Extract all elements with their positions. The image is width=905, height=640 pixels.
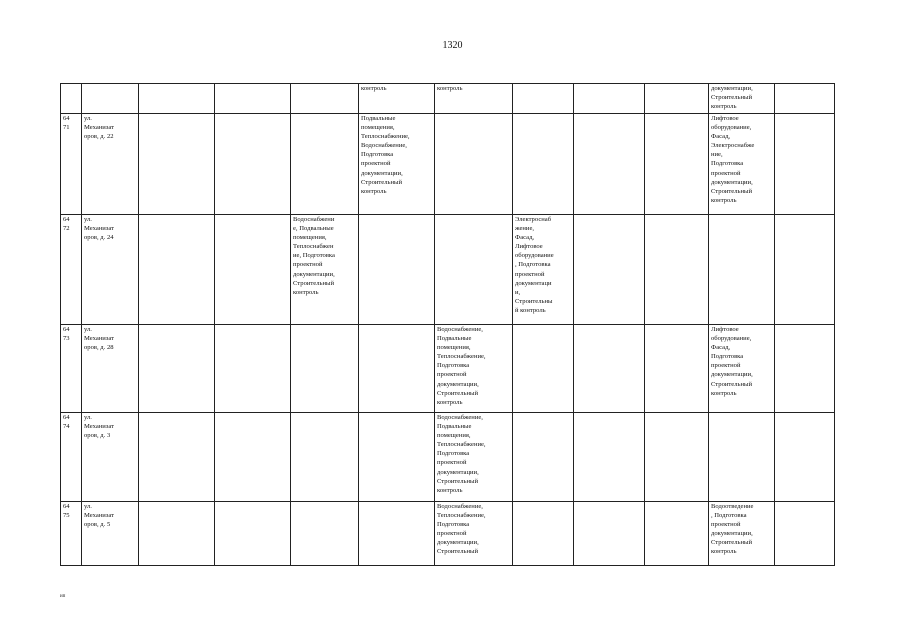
cell-text-line: контроль	[437, 85, 463, 92]
cell-text-line: й контроль	[515, 306, 546, 314]
work-cell	[435, 84, 513, 114]
cell-text-line: Теплоснабжение,	[361, 133, 410, 141]
empty-cell	[574, 215, 645, 325]
empty-cell	[574, 413, 645, 502]
work-cell	[291, 215, 359, 325]
cell-text-line: жение,	[515, 225, 535, 233]
empty-cell	[645, 325, 709, 413]
table-row	[61, 413, 835, 502]
cell-text-line: оров, д. 22	[84, 133, 114, 141]
cell-text-line: 72	[63, 225, 70, 233]
cell-text-line: документации,	[437, 380, 479, 388]
cell-text-line: документации,	[293, 270, 335, 278]
empty-cell	[574, 502, 645, 566]
cell-text-line: Лифтовое	[515, 243, 543, 251]
empty-cell	[139, 114, 215, 215]
row-number-cell	[61, 413, 82, 502]
cell-text-line: Водоснабжение,	[437, 414, 483, 421]
cell-text-line: ие, Подготовка	[293, 252, 335, 260]
empty-cell	[775, 502, 835, 566]
cell-text-line: 64	[63, 216, 70, 223]
cell-text-line: проектной	[437, 459, 467, 467]
cell-text-line: Электроснаб	[515, 216, 552, 223]
cell-text-line: оборудование	[515, 252, 554, 260]
footer-mark: ип	[60, 594, 66, 599]
cell-text-line: документации,	[711, 178, 753, 186]
page-number: 1320	[442, 40, 463, 51]
cell-text-line: Механизат	[84, 335, 115, 343]
work-cell	[513, 502, 574, 566]
work-cell	[435, 215, 513, 325]
work-cell	[291, 84, 359, 114]
cell-text-line: документации,	[437, 539, 479, 547]
cell-text-line: проектной	[437, 371, 467, 379]
work-cell	[291, 114, 359, 215]
cell-text-line: Электроснабже	[711, 142, 755, 150]
empty-cell	[215, 325, 291, 413]
table-row	[61, 84, 835, 114]
cell-text-line: Водоснабжени	[293, 216, 335, 223]
cell-text-line: 64	[63, 326, 70, 333]
work-cell	[513, 325, 574, 413]
cell-text-line: документации,	[437, 468, 479, 476]
empty-cell	[215, 215, 291, 325]
cell-text-line: Строительный	[711, 94, 752, 102]
address-cell	[82, 114, 139, 215]
empty-cell	[574, 84, 645, 114]
cell-text-line: контроль	[437, 398, 463, 406]
work-cell	[359, 84, 435, 114]
cell-text-line: контроль	[293, 288, 319, 296]
work-cell	[513, 84, 574, 114]
work-cell	[359, 502, 435, 566]
empty-cell	[775, 325, 835, 413]
address-cell	[82, 413, 139, 502]
cell-text-line: Строительны	[515, 297, 553, 305]
work-cell	[513, 215, 574, 325]
cell-text-line: ул.	[84, 503, 92, 510]
cell-text-line: помещения,	[437, 432, 471, 440]
empty-cell	[645, 215, 709, 325]
work-cell	[709, 502, 775, 566]
work-cell	[709, 215, 775, 325]
cell-text-line: контроль	[711, 196, 737, 204]
empty-cell	[574, 114, 645, 215]
cell-text-line: проектной	[711, 362, 741, 370]
cell-text-line: проектной	[437, 530, 467, 538]
work-cell	[709, 413, 775, 502]
empty-cell	[215, 413, 291, 502]
cell-text-line: оров, д. 3	[84, 432, 111, 440]
address-cell	[82, 502, 139, 566]
cell-text-line: Подготовка	[361, 151, 394, 159]
cell-text-line: документации,	[711, 530, 753, 538]
cell-text-line: документации,	[711, 85, 753, 92]
address-cell	[82, 215, 139, 325]
empty-cell	[574, 325, 645, 413]
capital-repair-schedule-table	[60, 83, 835, 566]
table-row	[61, 215, 835, 325]
cell-text-line: Подготовка	[711, 353, 744, 361]
cell-text-line: 64	[63, 414, 70, 421]
work-cell	[359, 413, 435, 502]
cell-text-line: Подготовка	[437, 521, 470, 529]
work-cell	[435, 325, 513, 413]
table-row	[61, 502, 835, 566]
work-cell	[291, 502, 359, 566]
empty-cell	[775, 114, 835, 215]
empty-cell	[215, 502, 291, 566]
empty-cell	[645, 114, 709, 215]
cell-text-line: Водоснабжение,	[437, 326, 483, 333]
cell-text-line: Лифтовое	[711, 115, 739, 122]
address-cell	[82, 84, 139, 114]
cell-text-line: 64	[63, 503, 70, 510]
cell-text-line: Строительный	[293, 279, 334, 287]
cell-text-line: 71	[63, 124, 70, 132]
cell-text-line: Механизат	[84, 423, 115, 431]
work-cell	[435, 413, 513, 502]
empty-cell	[645, 84, 709, 114]
cell-text-line: контроль	[711, 103, 737, 111]
work-cell	[291, 325, 359, 413]
cell-text-line: Строительный	[437, 548, 478, 556]
work-cell	[513, 114, 574, 215]
cell-text-line: Водоснабжение,	[437, 503, 483, 510]
cell-text-line: Теплоснабжение,	[437, 353, 486, 361]
cell-text-line: е, Подвальные	[293, 225, 334, 233]
empty-cell	[215, 84, 291, 114]
empty-cell	[139, 502, 215, 566]
cell-text-line: Лифтовое	[711, 326, 739, 333]
empty-cell	[775, 84, 835, 114]
table-row	[61, 114, 835, 215]
work-cell	[435, 502, 513, 566]
cell-text-line: Строительный	[437, 389, 478, 397]
cell-text-line: ул.	[84, 414, 92, 421]
row-number-cell	[61, 502, 82, 566]
cell-text-line: 74	[63, 423, 70, 431]
cell-text-line: оборудование,	[711, 335, 752, 343]
work-cell	[359, 325, 435, 413]
cell-text-line: Водоотведение	[711, 503, 754, 510]
work-cell	[291, 413, 359, 502]
cell-text-line: документации,	[361, 169, 403, 177]
cell-text-line: Водоснабжение,	[361, 142, 407, 150]
work-cell	[359, 215, 435, 325]
cell-text-line: Строительный	[711, 539, 752, 547]
empty-cell	[775, 215, 835, 325]
work-cell	[709, 84, 775, 114]
cell-text-line: контроль	[361, 85, 387, 92]
cell-text-line: Строительный	[361, 178, 402, 186]
cell-text-line: Теплоснабжение,	[437, 512, 486, 520]
cell-text-line: Подготовка	[437, 362, 470, 370]
cell-text-line: ул.	[84, 326, 92, 333]
cell-text-line: помещения,	[437, 344, 471, 352]
row-number-cell	[61, 114, 82, 215]
cell-text-line: проектной	[515, 270, 545, 278]
cell-text-line: оров, д. 5	[84, 521, 111, 529]
cell-text-line: Строительный	[437, 477, 478, 485]
work-cell	[709, 325, 775, 413]
cell-text-line: Подвальные	[437, 423, 472, 431]
cell-text-line: , Подготовка	[515, 261, 551, 269]
row-number-cell	[61, 84, 82, 114]
cell-text-line: Механизат	[84, 225, 115, 233]
cell-text-line: Теплоснабжение,	[437, 441, 486, 449]
empty-cell	[645, 413, 709, 502]
cell-text-line: ул.	[84, 115, 92, 122]
cell-text-line: документации,	[711, 371, 753, 379]
cell-text-line: 73	[63, 335, 70, 343]
cell-text-line: контроль	[361, 187, 387, 195]
cell-text-line: помещения,	[361, 124, 395, 132]
empty-cell	[775, 413, 835, 502]
cell-text-line: Фасад,	[711, 344, 731, 352]
empty-cell	[645, 502, 709, 566]
cell-text-line: и,	[515, 288, 521, 296]
empty-cell	[215, 114, 291, 215]
cell-text-line: 64	[63, 115, 70, 122]
cell-text-line: 75	[63, 512, 70, 520]
cell-text-line: Теплоснабжен	[293, 243, 334, 251]
cell-text-line: контроль	[711, 389, 737, 397]
cell-text-line: контроль	[711, 548, 737, 556]
work-cell	[513, 413, 574, 502]
cell-text-line: проектной	[361, 160, 391, 168]
cell-text-line: Подготовка	[437, 450, 470, 458]
cell-text-line: помещения,	[293, 234, 327, 242]
cell-text-line: Механизат	[84, 124, 115, 132]
cell-text-line: Фасад,	[515, 234, 535, 242]
address-cell	[82, 325, 139, 413]
cell-text-line: контроль	[437, 486, 463, 494]
cell-text-line: документаци	[515, 279, 552, 287]
empty-cell	[139, 215, 215, 325]
empty-cell	[139, 325, 215, 413]
cell-text-line: ние,	[711, 151, 723, 159]
work-cell	[435, 114, 513, 215]
cell-text-line: оборудование,	[711, 124, 752, 132]
cell-text-line: , Подготовка	[711, 512, 747, 520]
cell-text-line: проектной	[711, 169, 741, 177]
cell-text-line: ул.	[84, 216, 92, 223]
work-cell	[709, 114, 775, 215]
row-number-cell	[61, 215, 82, 325]
row-number-cell	[61, 325, 82, 413]
empty-cell	[139, 84, 215, 114]
cell-text-line: проектной	[711, 521, 741, 529]
cell-text-line: проектной	[293, 261, 323, 269]
cell-text-line: Подготовка	[711, 160, 744, 168]
table-row	[61, 325, 835, 413]
cell-text-line: Подвальные	[361, 115, 396, 122]
cell-text-line: Механизат	[84, 512, 115, 520]
cell-text-line: оров, д. 28	[84, 344, 114, 352]
work-cell	[359, 114, 435, 215]
cell-text-line: Строительный	[711, 187, 752, 195]
cell-text-line: Строительный	[711, 380, 752, 388]
cell-text-line: Фасад,	[711, 133, 731, 141]
cell-text-line: Подвальные	[437, 335, 472, 343]
cell-text-line: оров, д. 24	[84, 234, 114, 242]
empty-cell	[139, 413, 215, 502]
